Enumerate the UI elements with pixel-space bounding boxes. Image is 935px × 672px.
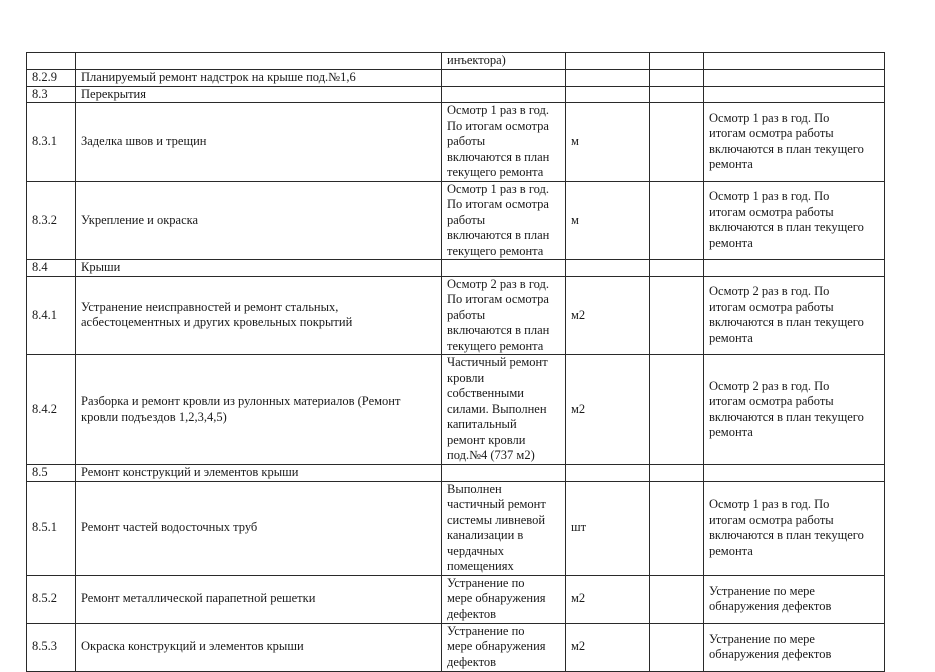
work-name: Планируемый ремонт надстрок на крыше под.№1,6 <box>76 69 442 86</box>
quantity <box>650 181 704 260</box>
unit: шт <box>566 481 650 575</box>
result-note <box>704 53 885 70</box>
row-number: 8.3 <box>27 86 76 103</box>
unit: м2 <box>566 276 650 355</box>
periodicity: Осмотр 2 раз в год. По итогам осмотра работы включаются в план текущего ремонта <box>442 276 566 355</box>
unit <box>566 260 650 277</box>
periodicity: Осмотр 1 раз в год. По итогам осмотра работы включаются в план текущего ремонта <box>442 103 566 182</box>
work-name <box>76 53 442 70</box>
unit: м2 <box>566 575 650 623</box>
row-number: 8.4 <box>27 260 76 277</box>
work-name: Устранение неисправностей и ремонт стальных, асбестоцементных и других кровельных покрытий <box>76 276 442 355</box>
work-name: Перекрытия <box>76 86 442 103</box>
quantity <box>650 53 704 70</box>
unit <box>566 465 650 482</box>
work-name: Ремонт конструкций и элементов крыши <box>76 465 442 482</box>
row-number <box>27 53 76 70</box>
row-number: 8.5.2 <box>27 575 76 623</box>
periodicity <box>442 86 566 103</box>
unit <box>566 86 650 103</box>
table-row <box>27 53 885 70</box>
periodicity: инъектора) <box>442 53 566 70</box>
table-row <box>27 260 885 277</box>
row-number: 8.3.1 <box>27 103 76 182</box>
quantity <box>650 623 704 671</box>
result-note <box>704 260 885 277</box>
result-note: Осмотр 1 раз в год. По итогам осмотра работы включаются в план текущего ремонта <box>704 181 885 260</box>
maintenance-table <box>26 52 885 672</box>
periodicity: Устранение по мере обнаружения дефектов <box>442 575 566 623</box>
row-number: 8.3.2 <box>27 181 76 260</box>
result-note <box>704 86 885 103</box>
unit <box>566 53 650 70</box>
unit: м <box>566 181 650 260</box>
quantity <box>650 86 704 103</box>
row-number: 8.2.9 <box>27 69 76 86</box>
work-name: Крыши <box>76 260 442 277</box>
result-note: Устранение по мере обнаружения дефектов <box>704 575 885 623</box>
result-note <box>704 69 885 86</box>
result-note: Осмотр 1 раз в год. По итогам осмотра работы включаются в план текущего ремонта <box>704 103 885 182</box>
work-name: Заделка швов и трещин <box>76 103 442 182</box>
table-row <box>27 623 885 671</box>
result-note: Осмотр 2 раз в год. По итогам осмотра работы включаются в план текущего ремонта <box>704 355 885 465</box>
work-name: Окраска конструкций и элементов крыши <box>76 623 442 671</box>
quantity <box>650 481 704 575</box>
unit: м2 <box>566 355 650 465</box>
quantity <box>650 355 704 465</box>
table-row <box>27 276 885 355</box>
table-row <box>27 69 885 86</box>
periodicity <box>442 260 566 277</box>
periodicity <box>442 69 566 86</box>
result-note: Осмотр 2 раз в год. По итогам осмотра работы включаются в план текущего ремонта <box>704 276 885 355</box>
work-name: Укрепление и окраска <box>76 181 442 260</box>
periodicity <box>442 465 566 482</box>
quantity <box>650 69 704 86</box>
row-number: 8.4.1 <box>27 276 76 355</box>
table-row <box>27 181 885 260</box>
quantity <box>650 575 704 623</box>
unit: м2 <box>566 623 650 671</box>
unit <box>566 69 650 86</box>
unit: м <box>566 103 650 182</box>
row-number: 8.5 <box>27 465 76 482</box>
quantity <box>650 103 704 182</box>
periodicity: Осмотр 1 раз в год. По итогам осмотра работы включаются в план текущего ремонта <box>442 181 566 260</box>
table-row <box>27 481 885 575</box>
table-row <box>27 86 885 103</box>
table-row <box>27 103 885 182</box>
work-name: Ремонт металлической парапетной решетки <box>76 575 442 623</box>
table-row <box>27 465 885 482</box>
quantity <box>650 276 704 355</box>
row-number: 8.5.1 <box>27 481 76 575</box>
work-name: Разборка и ремонт кровли из рулонных материалов (Ремонт кровли подъездов 1,2,3,4,5) <box>76 355 442 465</box>
work-name: Ремонт частей водосточных труб <box>76 481 442 575</box>
quantity <box>650 260 704 277</box>
periodicity: Устранение по мере обнаружения дефектов <box>442 623 566 671</box>
table-row <box>27 575 885 623</box>
row-number: 8.4.2 <box>27 355 76 465</box>
table-row <box>27 355 885 465</box>
periodicity: Частичный ремонт кровли собственными силами. Выполнен капитальный ремонт кровли под.№4 (737 м2) <box>442 355 566 465</box>
result-note: Устранение по мере обнаружения дефектов <box>704 623 885 671</box>
row-number: 8.5.3 <box>27 623 76 671</box>
result-note: Осмотр 1 раз в год. По итогам осмотра работы включаются в план текущего ремонта <box>704 481 885 575</box>
periodicity: Выполнен частичный ремонт системы ливневой канализации в чердачных помещениях <box>442 481 566 575</box>
result-note <box>704 465 885 482</box>
quantity <box>650 465 704 482</box>
